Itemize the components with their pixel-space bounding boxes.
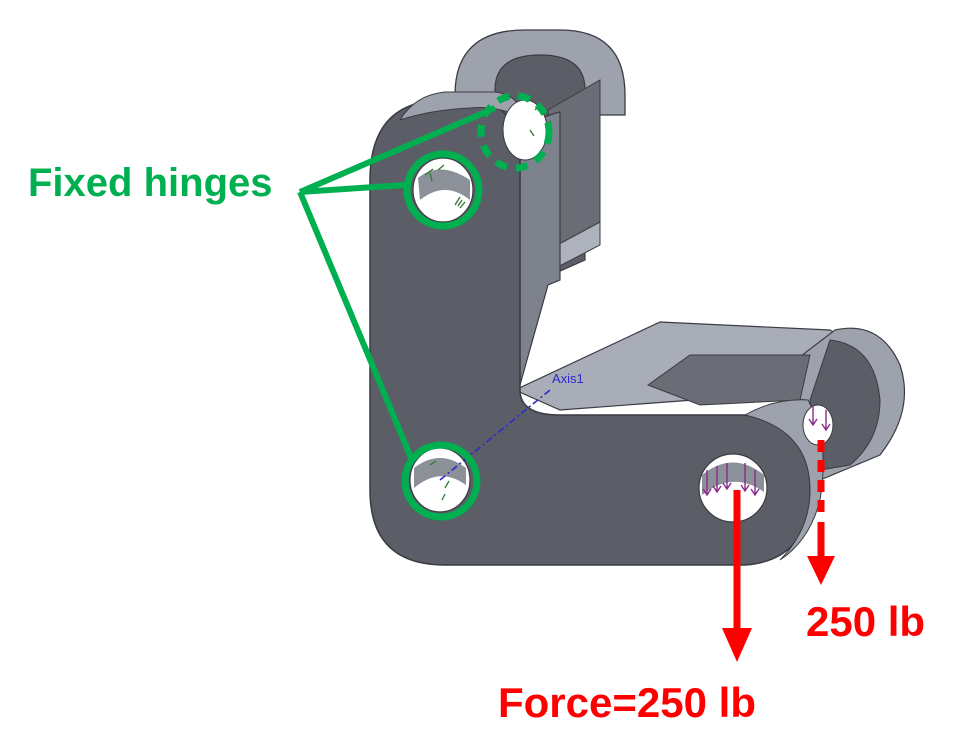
force-secondary-label: 250 lb — [806, 598, 926, 645]
axis1-label: Axis1 — [552, 371, 584, 386]
fixed-hinges-label: Fixed hinges — [28, 161, 273, 205]
force-main-label: Force=250 lb — [498, 679, 756, 726]
upper-hinge-hole — [413, 158, 473, 222]
load-hole — [699, 454, 767, 522]
